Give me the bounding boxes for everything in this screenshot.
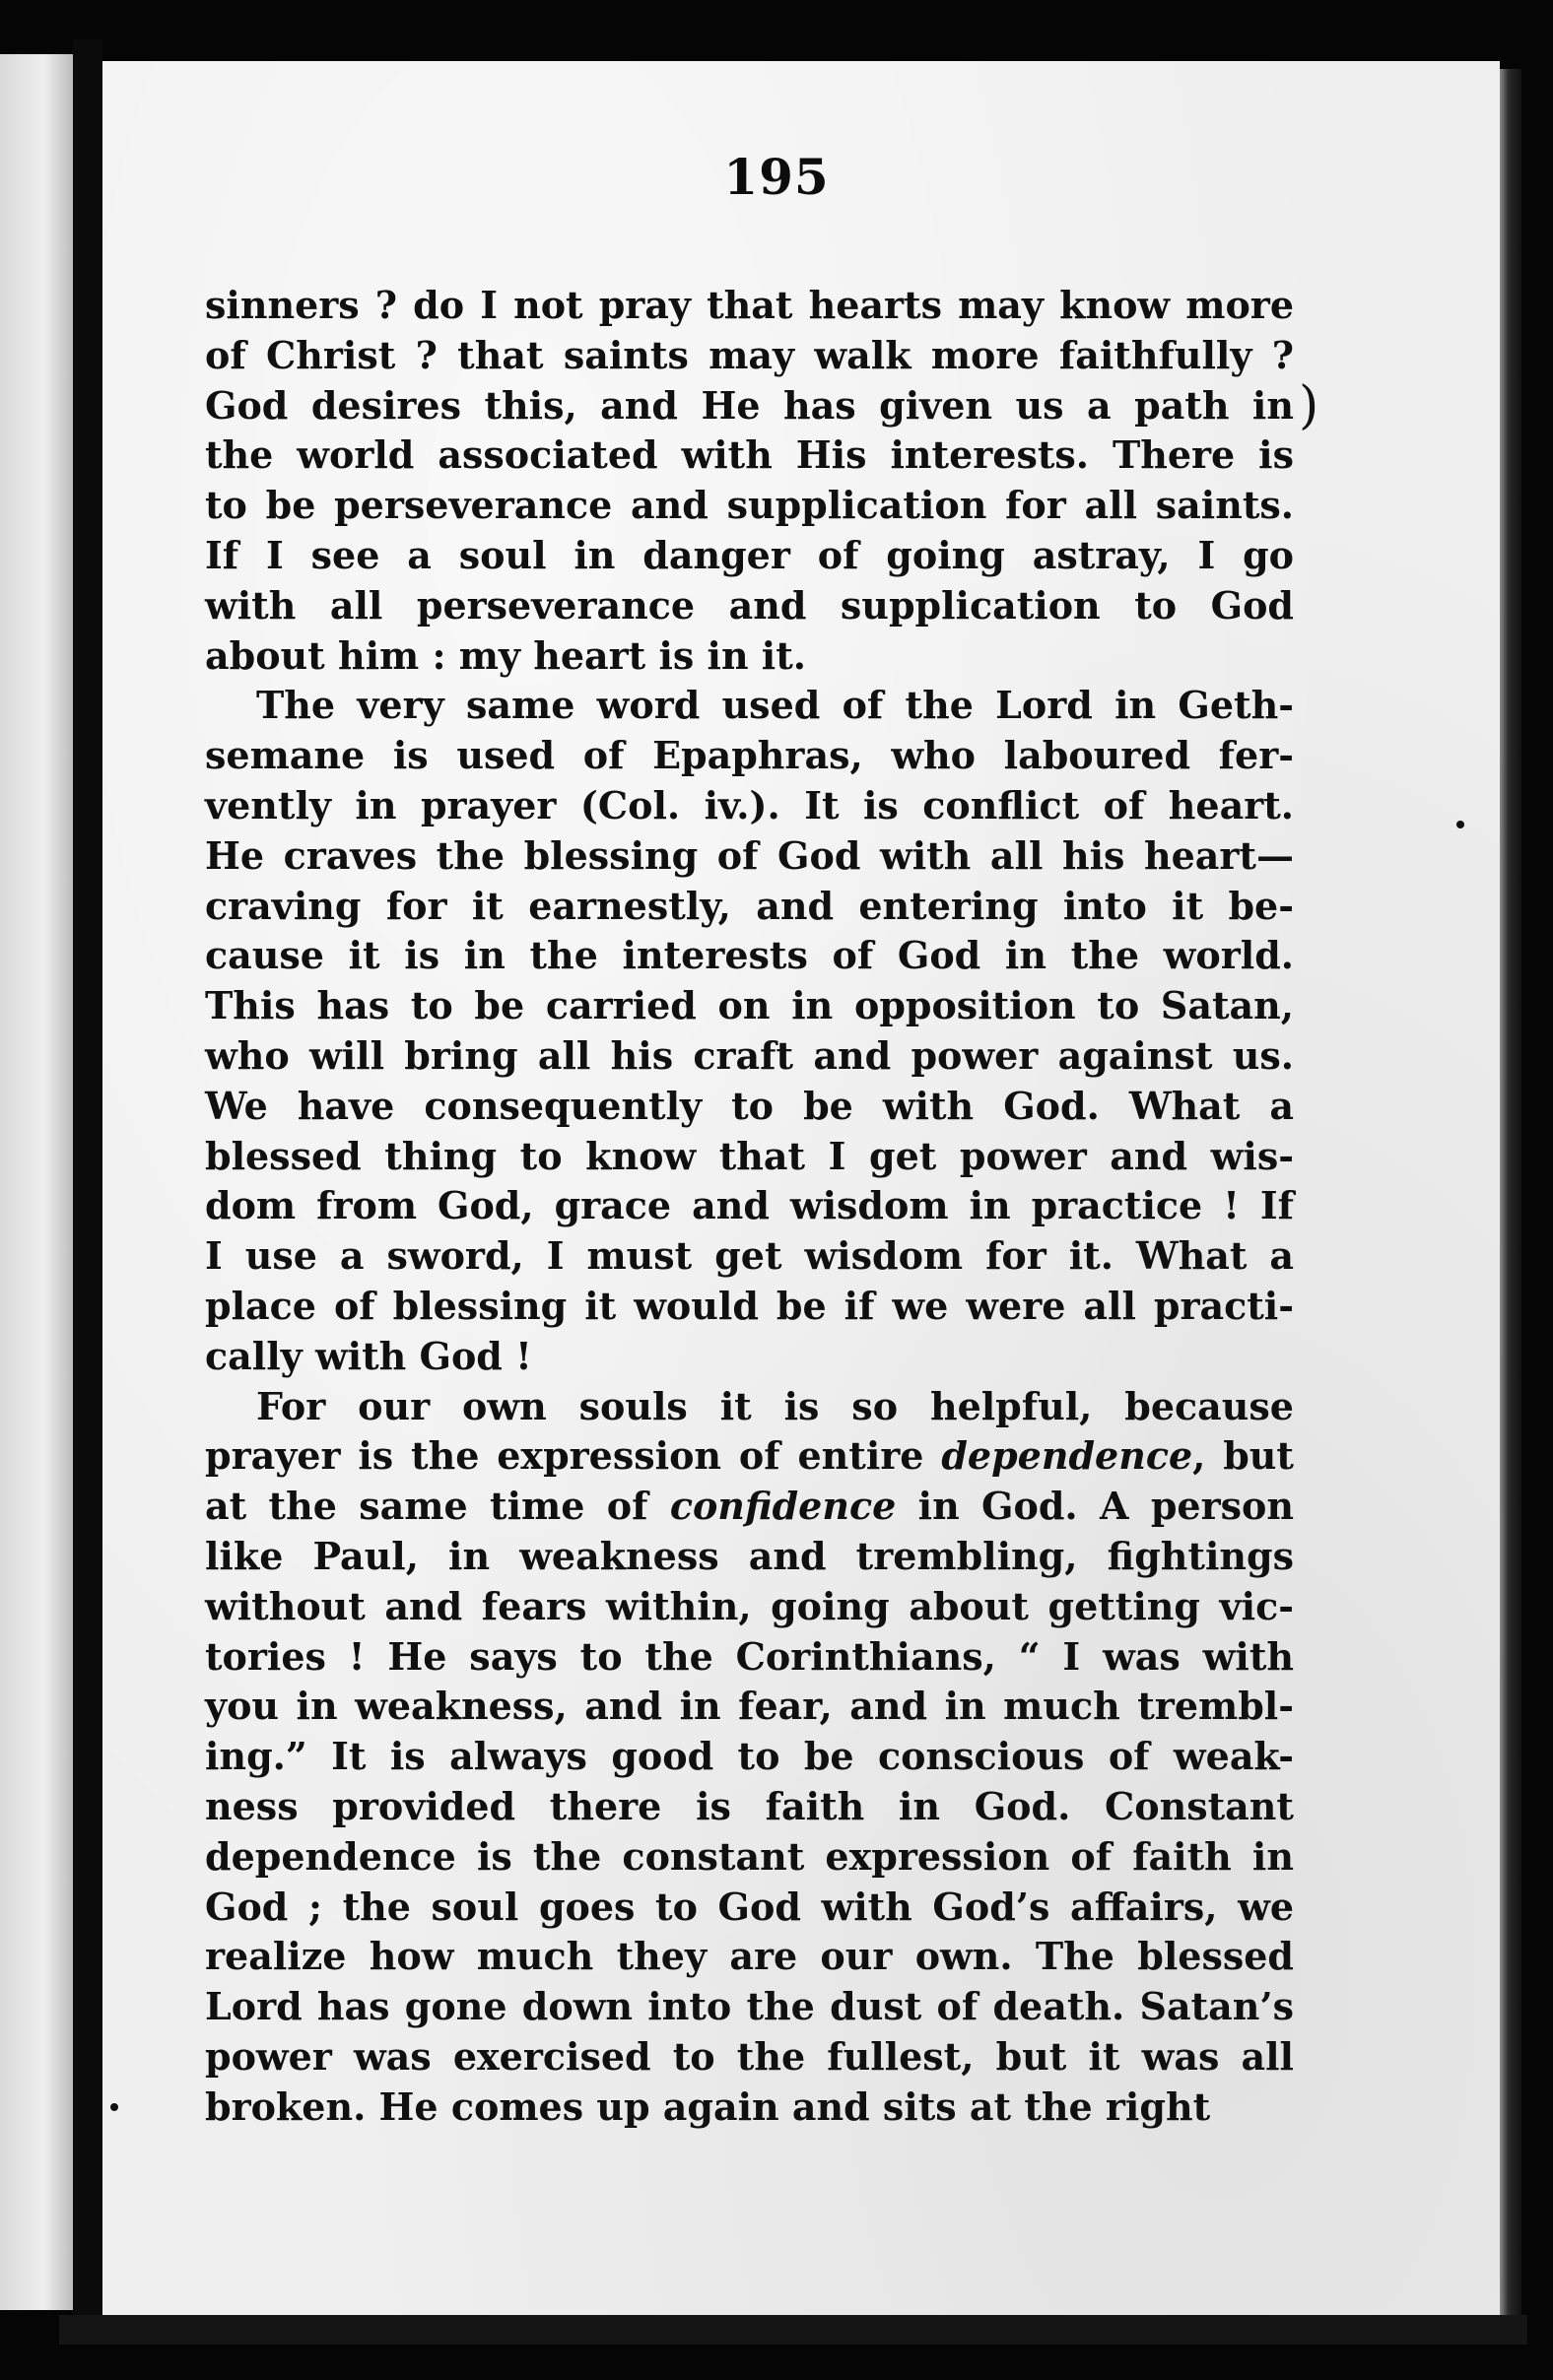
text-line: We have consequently to be with God. What a bbox=[205, 1083, 1294, 1128]
text-line: semane is used of Epaphras, who laboured fer- bbox=[205, 733, 1294, 778]
text-line: realize how much they are our own. The blessed bbox=[205, 1934, 1294, 1979]
text-line: This has to be carried on in opposition to Satan, bbox=[205, 983, 1294, 1028]
text-line: God desires this, and He has given us a path in bbox=[205, 382, 1294, 428]
page-right-edge bbox=[1500, 69, 1521, 2335]
text-line: blessed thing to know that I get power and wis- bbox=[205, 1133, 1294, 1178]
text-line: about him : my heart is in it. bbox=[205, 632, 807, 678]
text-line: tories ! He says to the Corinthians, “ I was with bbox=[205, 1633, 1294, 1679]
text-line: If I see a soul in danger of going astray, I go bbox=[205, 532, 1294, 577]
text-line: prayer is the expression of entire dependence, but bbox=[205, 1433, 1294, 1479]
text-line: He craves the blessing of God with all his heart— bbox=[205, 832, 1294, 878]
text-line: dependence is the constant expression of faith in bbox=[205, 1833, 1294, 1879]
text-line: broken. He comes up again and sits at the right bbox=[205, 2083, 1211, 2129]
ink-speck bbox=[110, 2103, 118, 2111]
body-text bbox=[205, 281, 1294, 2132]
italic-emphasis: dependence bbox=[941, 1433, 1193, 1479]
text-line: ness provided there is faith in God. Constant bbox=[205, 1783, 1294, 1828]
text-line: the world associated with His interests. There is bbox=[205, 432, 1294, 478]
text-line: For our own souls it is so helpful, because bbox=[256, 1383, 1294, 1428]
text-line: like Paul, in weakness and trembling, fightings bbox=[205, 1533, 1294, 1578]
paragraph bbox=[205, 1382, 1294, 2133]
text-line: I use a sword, I must get wisdom for it. What a bbox=[205, 1233, 1294, 1279]
text-line: without and fears within, going about getting vic- bbox=[205, 1583, 1294, 1628]
text-line: God ; the soul goes to God with God’s affairs, we bbox=[205, 1884, 1294, 1929]
previous-page-edge bbox=[0, 54, 73, 2310]
italic-emphasis: confidence bbox=[669, 1484, 897, 1529]
text-line: power was exercised to the fullest, but it was all bbox=[205, 2033, 1294, 2079]
text-line: you in weakness, and in fear, and in much trembl- bbox=[205, 1684, 1294, 1729]
text-line: with all perseverance and supplication to God bbox=[205, 582, 1294, 628]
text-line: vently in prayer (Col. iv.). It is conflict of heart. bbox=[205, 782, 1294, 827]
page-bottom-edge bbox=[59, 2315, 1527, 2345]
text-line: cause it is in the interests of God in the world. bbox=[205, 933, 1294, 978]
text-line: dom from God, grace and wisdom in practice ! If bbox=[205, 1183, 1294, 1228]
text-line: ing.” It is always good to be conscious of weak- bbox=[205, 1734, 1294, 1779]
book-gutter bbox=[73, 39, 102, 2335]
text-line: cally with God ! bbox=[205, 1333, 532, 1378]
text-line: sinners ? do I not pray that hearts may know more bbox=[205, 283, 1294, 327]
paragraph bbox=[205, 681, 1294, 1381]
ink-speck bbox=[1456, 821, 1464, 828]
text-line: place of blessing it would be if we were all practi- bbox=[205, 1283, 1294, 1328]
margin-mark: ) bbox=[1299, 376, 1319, 435]
text-line: craving for it earnestly, and entering into it be- bbox=[205, 883, 1294, 928]
page-number: 195 bbox=[723, 148, 830, 206]
text-line: who will bring all his craft and power against us. bbox=[205, 1032, 1294, 1078]
text-line: at the same time of confidence in God. A person bbox=[205, 1484, 1294, 1529]
text-line: The very same word used of the Lord in Geth- bbox=[256, 683, 1294, 728]
text-line: to be perseverance and supplication for all saints. bbox=[205, 483, 1294, 528]
paragraph bbox=[205, 281, 1294, 681]
text-line: of Christ ? that saints may walk more faithfully ? bbox=[205, 332, 1294, 377]
text-line: Lord has gone down into the dust of death. Satan’s bbox=[205, 1984, 1294, 2029]
